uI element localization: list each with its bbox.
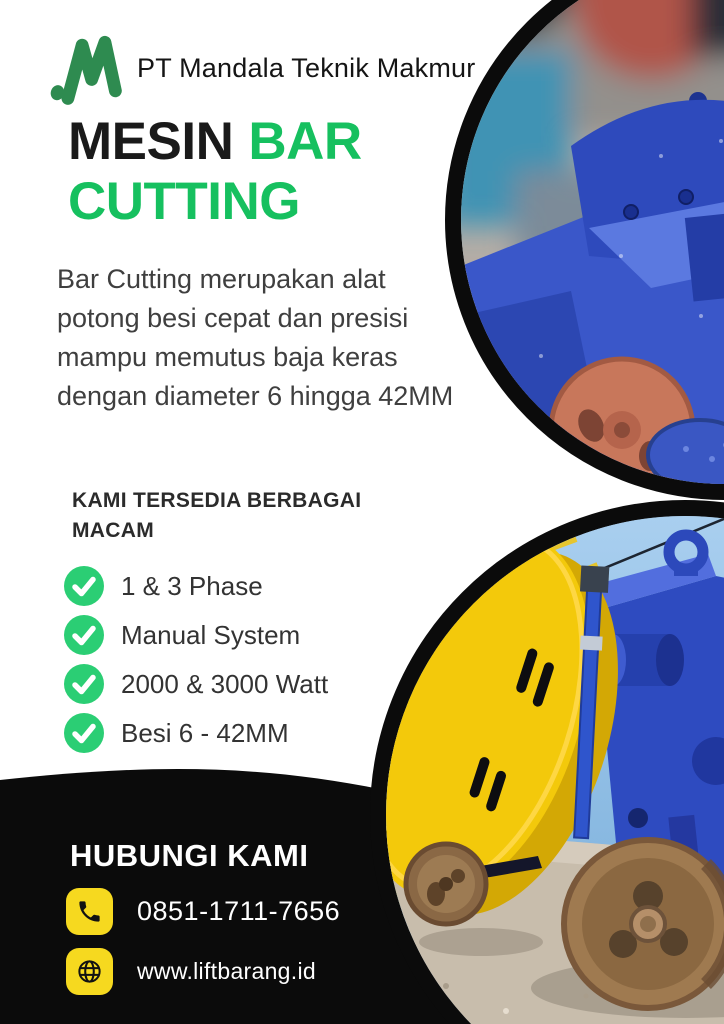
check-circle-icon [64,615,104,655]
feature-item [64,664,328,704]
feature-list [64,566,328,753]
machine-photo-bottom [370,500,724,1024]
feature-label: Manual System [121,619,301,650]
feature-item [64,615,328,655]
check-circle-icon [64,566,104,606]
contact-heading: HUBUNGI KAMI [70,838,309,873]
feature-label: 1 & 3 Phase [121,570,263,601]
title-word-mesin: MESIN [68,112,234,171]
title-word-cutting: CUTTING [68,171,301,231]
company-name: PT Mandala Teknik Makmur [137,52,476,83]
machine-photo-bottom-illustration [386,516,724,1024]
feature-label: 2000 & 3000 Watt [121,668,329,699]
title-word-bar: BAR [248,112,362,171]
feature-item [64,566,328,606]
globe-icon[interactable] [66,948,113,995]
phone-row[interactable] [66,888,340,935]
product-description: Bar Cutting merupakan alat potong besi cepat dan presisi mampu memutus baja keras dengan diameter 6 hingga 42MM [57,264,454,411]
feature-label: Besi 6 - 42MM [121,717,289,748]
website-row[interactable] [66,948,316,995]
machine-photo-top [445,0,724,500]
machine-photo-top-illustration [461,0,724,484]
website-url[interactable]: www.liftbarang.id [137,958,316,984]
page-title [68,112,362,232]
check-circle-icon [64,713,104,753]
features-heading: KAMI TERSEDIA BERBAGAI MACAM [72,489,362,543]
check-circle-icon [64,664,104,704]
phone-icon[interactable] [66,888,113,935]
company-logo-icon [47,30,123,106]
brand-header [47,30,475,106]
phone-number[interactable]: 0851-1711-7656 [137,896,341,926]
feature-item [64,713,328,753]
